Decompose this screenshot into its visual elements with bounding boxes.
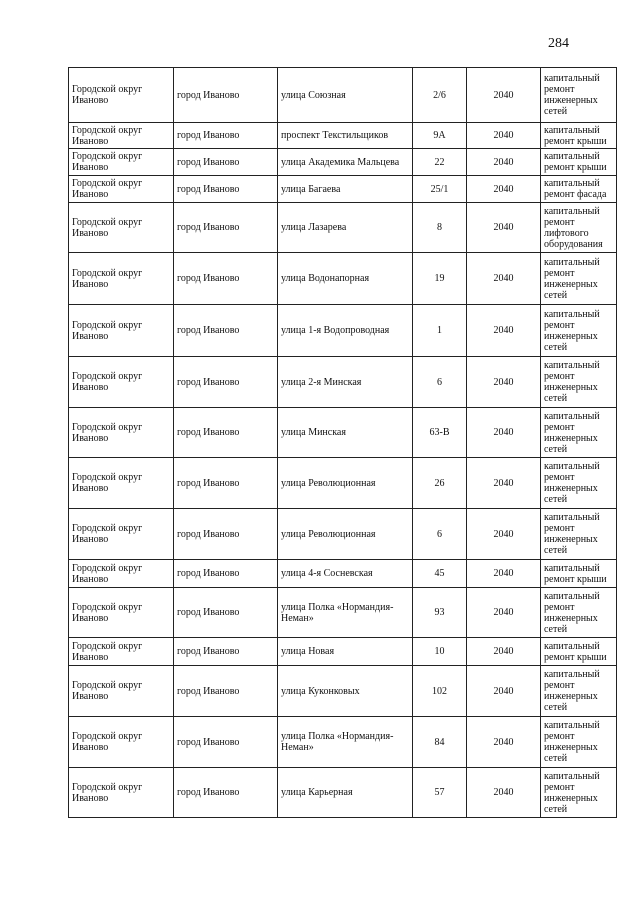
- table-row: [69, 176, 617, 203]
- table-row: [69, 357, 617, 408]
- house-cell: 10: [413, 638, 467, 666]
- work-type-cell: капитальный ремонт инженерных сетей: [541, 305, 617, 357]
- year-cell: 2040: [467, 408, 541, 458]
- year-cell: 2040: [467, 68, 541, 123]
- district-cell: Городской округ Иваново: [69, 176, 174, 203]
- street-cell: улица Карьерная: [278, 768, 413, 818]
- house-cell: 6: [413, 509, 467, 560]
- work-type-cell: капитальный ремонт инженерных сетей: [541, 458, 617, 509]
- settlement-cell: город Иваново: [174, 509, 278, 560]
- work-type-cell: капитальный ремонт инженерных сетей: [541, 717, 617, 768]
- house-cell: 63-В: [413, 408, 467, 458]
- house-cell: 26: [413, 458, 467, 509]
- table-row: [69, 123, 617, 149]
- settlement-cell: город Иваново: [174, 68, 278, 123]
- house-cell: 93: [413, 588, 467, 638]
- work-type-cell: капитальный ремонт инженерных сетей: [541, 768, 617, 818]
- street-cell: улица Водонапорная: [278, 253, 413, 305]
- street-cell: улица Багаева: [278, 176, 413, 203]
- house-cell: 45: [413, 560, 467, 588]
- work-type-cell: капитальный ремонт инженерных сетей: [541, 357, 617, 408]
- settlement-cell: город Иваново: [174, 149, 278, 176]
- work-type-cell: капитальный ремонт инженерных сетей: [541, 408, 617, 458]
- street-cell: улица 2-я Минская: [278, 357, 413, 408]
- settlement-cell: город Иваново: [174, 253, 278, 305]
- year-cell: 2040: [467, 253, 541, 305]
- year-cell: 2040: [467, 149, 541, 176]
- district-cell: Городской округ Иваново: [69, 666, 174, 717]
- street-cell: улица Революционная: [278, 509, 413, 560]
- settlement-cell: город Иваново: [174, 176, 278, 203]
- work-type-cell: капитальный ремонт крыши: [541, 149, 617, 176]
- table-row: [69, 588, 617, 638]
- work-type-cell: капитальный ремонт крыши: [541, 638, 617, 666]
- house-cell: 8: [413, 203, 467, 253]
- street-cell: улица Академика Мальцева: [278, 149, 413, 176]
- table-row: [69, 149, 617, 176]
- district-cell: Городской округ Иваново: [69, 357, 174, 408]
- street-cell: улица Полка «Нормандия-Неман»: [278, 717, 413, 768]
- work-type-cell: капитальный ремонт инженерных сетей: [541, 253, 617, 305]
- house-cell: 19: [413, 253, 467, 305]
- street-cell: улица Куконковых: [278, 666, 413, 717]
- house-cell: 57: [413, 768, 467, 818]
- table-row: [69, 717, 617, 768]
- work-type-cell: капитальный ремонт крыши: [541, 123, 617, 149]
- district-cell: Городской округ Иваново: [69, 509, 174, 560]
- year-cell: 2040: [467, 305, 541, 357]
- settlement-cell: город Иваново: [174, 666, 278, 717]
- work-type-cell: капитальный ремонт инженерных сетей: [541, 666, 617, 717]
- street-cell: улица Лазарева: [278, 203, 413, 253]
- district-cell: Городской округ Иваново: [69, 717, 174, 768]
- house-cell: 84: [413, 717, 467, 768]
- repair-schedule-table: [68, 67, 617, 818]
- district-cell: Городской округ Иваново: [69, 203, 174, 253]
- settlement-cell: город Иваново: [174, 560, 278, 588]
- district-cell: Городской округ Иваново: [69, 149, 174, 176]
- street-cell: проспект Текстильщиков: [278, 123, 413, 149]
- street-cell: улица Полка «Нормандия-Неман»: [278, 588, 413, 638]
- year-cell: 2040: [467, 176, 541, 203]
- settlement-cell: город Иваново: [174, 305, 278, 357]
- house-cell: 22: [413, 149, 467, 176]
- house-cell: 102: [413, 666, 467, 717]
- table-row: [69, 666, 617, 717]
- street-cell: улица Революционная: [278, 458, 413, 509]
- table-row: [69, 203, 617, 253]
- work-type-cell: капитальный ремонт крыши: [541, 560, 617, 588]
- settlement-cell: город Иваново: [174, 768, 278, 818]
- work-type-cell: капитальный ремонт инженерных сетей: [541, 588, 617, 638]
- house-cell: 6: [413, 357, 467, 408]
- district-cell: Городской округ Иваново: [69, 768, 174, 818]
- table-row: [69, 408, 617, 458]
- year-cell: 2040: [467, 203, 541, 253]
- table-row: [69, 638, 617, 666]
- year-cell: 2040: [467, 638, 541, 666]
- settlement-cell: город Иваново: [174, 203, 278, 253]
- year-cell: 2040: [467, 123, 541, 149]
- settlement-cell: город Иваново: [174, 357, 278, 408]
- table-row: [69, 253, 617, 305]
- district-cell: Городской округ Иваново: [69, 253, 174, 305]
- work-type-cell: капитальный ремонт фасада: [541, 176, 617, 203]
- table-row: [69, 509, 617, 560]
- street-cell: улица Союзная: [278, 68, 413, 123]
- settlement-cell: город Иваново: [174, 588, 278, 638]
- district-cell: Городской округ Иваново: [69, 458, 174, 509]
- district-cell: Городской округ Иваново: [69, 305, 174, 357]
- table-row: [69, 68, 617, 123]
- street-cell: улица 1-я Водопроводная: [278, 305, 413, 357]
- settlement-cell: город Иваново: [174, 638, 278, 666]
- table-row: [69, 768, 617, 818]
- work-type-cell: капитальный ремонт инженерных сетей: [541, 68, 617, 123]
- district-cell: Городской округ Иваново: [69, 638, 174, 666]
- table-row: [69, 560, 617, 588]
- house-cell: 2/6: [413, 68, 467, 123]
- house-cell: 9А: [413, 123, 467, 149]
- settlement-cell: город Иваново: [174, 458, 278, 509]
- year-cell: 2040: [467, 666, 541, 717]
- street-cell: улица Минская: [278, 408, 413, 458]
- table-row: [69, 458, 617, 509]
- district-cell: Городской округ Иваново: [69, 588, 174, 638]
- house-cell: 25/1: [413, 176, 467, 203]
- district-cell: Городской округ Иваново: [69, 408, 174, 458]
- work-type-cell: капитальный ремонт инженерных сетей: [541, 509, 617, 560]
- street-cell: улица Новая: [278, 638, 413, 666]
- table-row: [69, 305, 617, 357]
- settlement-cell: город Иваново: [174, 123, 278, 149]
- work-type-cell: капитальный ремонт лифтового оборудования: [541, 203, 617, 253]
- settlement-cell: город Иваново: [174, 408, 278, 458]
- year-cell: 2040: [467, 768, 541, 818]
- year-cell: 2040: [467, 458, 541, 509]
- page-number: 284: [548, 36, 569, 51]
- house-cell: 1: [413, 305, 467, 357]
- street-cell: улица 4-я Сосневская: [278, 560, 413, 588]
- year-cell: 2040: [467, 588, 541, 638]
- year-cell: 2040: [467, 717, 541, 768]
- district-cell: Городской округ Иваново: [69, 560, 174, 588]
- settlement-cell: город Иваново: [174, 717, 278, 768]
- year-cell: 2040: [467, 509, 541, 560]
- district-cell: Городской округ Иваново: [69, 68, 174, 123]
- year-cell: 2040: [467, 560, 541, 588]
- district-cell: Городской округ Иваново: [69, 123, 174, 149]
- year-cell: 2040: [467, 357, 541, 408]
